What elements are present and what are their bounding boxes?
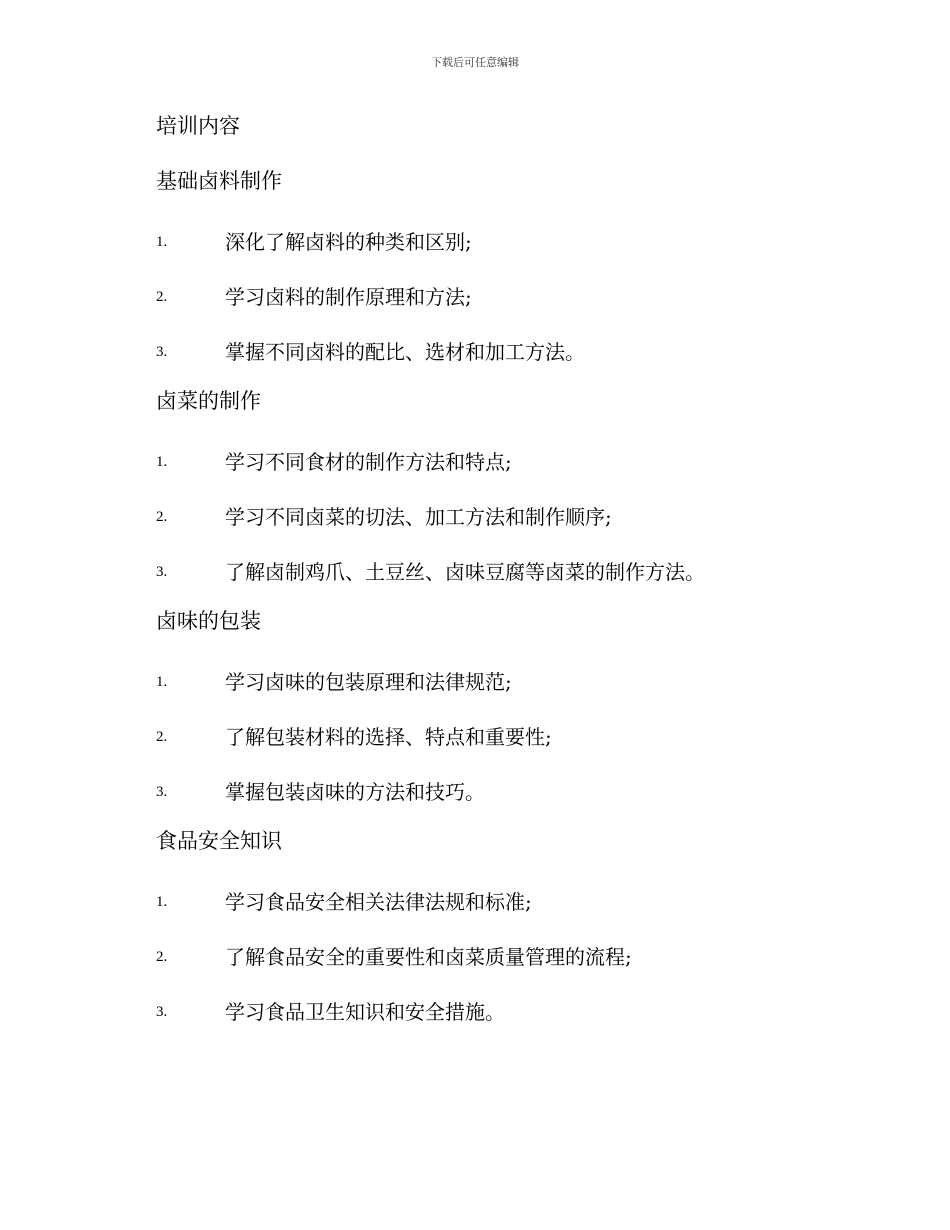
list-item-text: 掌握不同卤料的配比、选材和加工方法。 — [225, 339, 585, 364]
list-item-text: 了解包装材料的选择、特点和重要性; — [225, 724, 552, 749]
list-item-text: 了解食品安全的重要性和卤菜质量管理的流程; — [225, 944, 632, 969]
list-item — [156, 709, 856, 764]
list-item-number: 3. — [156, 1003, 168, 1020]
list-item-number: 2. — [156, 288, 168, 305]
list-item — [156, 269, 856, 324]
list-item-text: 深化了解卤料的种类和区别; — [225, 229, 472, 254]
list-item-text: 学习不同卤菜的切法、加工方法和制作顺序; — [225, 504, 612, 529]
section-heading: 食品安全知识 — [156, 829, 282, 853]
list-item — [156, 214, 856, 269]
list-item-number: 3. — [156, 783, 168, 800]
list-item-text: 了解卤制鸡爪、土豆丝、卤味豆腐等卤菜的制作方法。 — [225, 559, 705, 584]
list-item-text: 学习卤味的包装原理和法律规范; — [225, 669, 512, 694]
list-item — [156, 654, 856, 709]
page-header-note: 下载后可任意编辑 — [431, 56, 519, 69]
list-item-number: 1. — [156, 453, 168, 470]
list-item — [156, 434, 856, 489]
list-item-text: 学习不同食材的制作方法和特点; — [225, 449, 512, 474]
section-heading: 基础卤料制作 — [156, 169, 282, 193]
list-item-number: 3. — [156, 343, 168, 360]
list-item-text: 学习卤料的制作原理和方法; — [225, 284, 472, 309]
list-item — [156, 489, 856, 544]
list-item-number: 1. — [156, 673, 168, 690]
list-item-number: 1. — [156, 233, 168, 250]
list-item-number: 3. — [156, 563, 168, 580]
list-item — [156, 324, 856, 379]
list-item — [156, 544, 856, 599]
document-body — [156, 104, 856, 1039]
list-item — [156, 764, 856, 819]
document-title: 培训内容 — [156, 114, 240, 138]
list-item-number: 1. — [156, 893, 168, 910]
list-item — [156, 929, 856, 984]
section-heading: 卤菜的制作 — [156, 389, 261, 413]
list-item — [156, 984, 856, 1039]
list-item-number: 2. — [156, 508, 168, 525]
list-item-number: 2. — [156, 948, 168, 965]
list-item-number: 2. — [156, 728, 168, 745]
list-item-text: 学习食品安全相关法律法规和标准; — [225, 889, 532, 914]
list-item-text: 学习食品卫生知识和安全措施。 — [225, 999, 505, 1024]
list-item-text: 掌握包装卤味的方法和技巧。 — [225, 779, 485, 804]
list-item — [156, 874, 856, 929]
section-heading: 卤味的包装 — [156, 609, 261, 633]
